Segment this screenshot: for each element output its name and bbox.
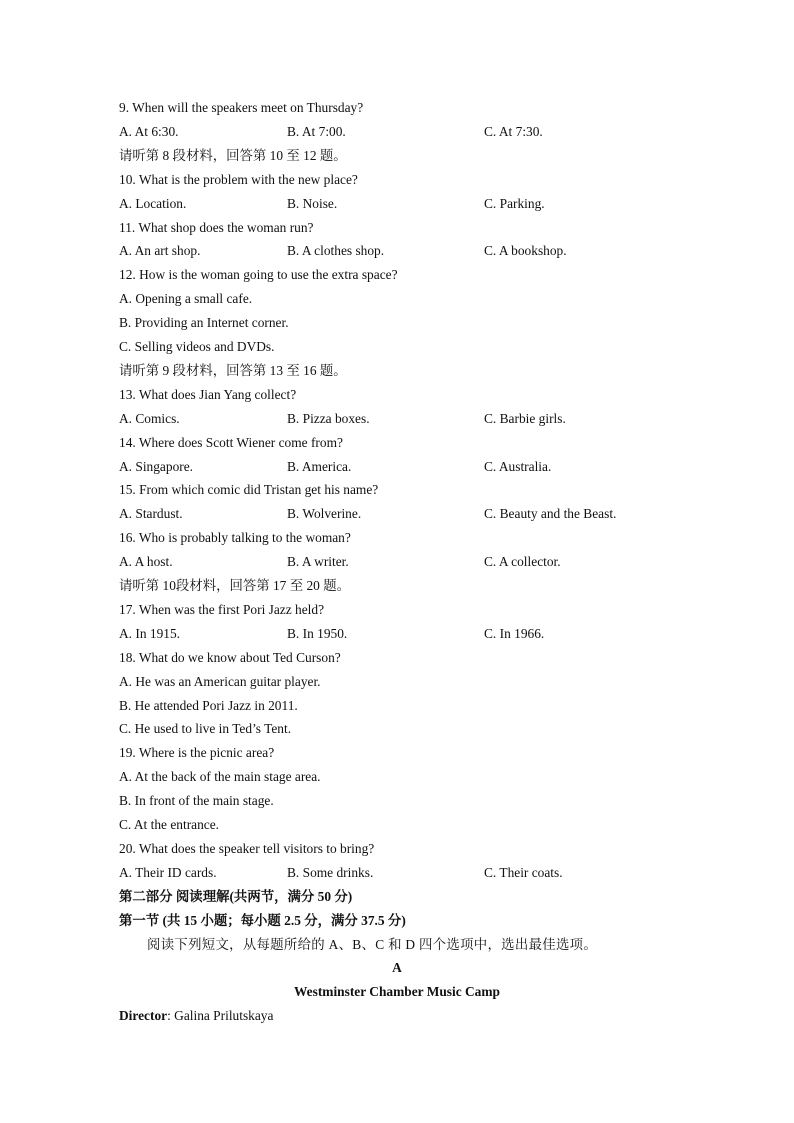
- options-row: [119, 550, 754, 574]
- option-line: A. Opening a small cafe.: [119, 291, 253, 307]
- question-text: 11. What shop does the woman run?: [119, 219, 314, 235]
- options-row: [119, 239, 754, 263]
- options-row: [119, 455, 754, 479]
- option-a: A. Location.: [119, 195, 187, 211]
- option-c: C. At 7:30.: [484, 123, 543, 139]
- option-a: A. An art shop.: [119, 243, 201, 259]
- section-instruction: 请听第 8 段材料，回答第 10 至 12 题。: [119, 147, 347, 163]
- options-row: [119, 861, 754, 885]
- option-a: A. Comics.: [119, 410, 180, 426]
- option-b: B. In 1950.: [287, 625, 348, 641]
- option-c: C. Beauty and the Beast.: [484, 506, 617, 522]
- question-text: 19. Where is the picnic area?: [119, 745, 275, 761]
- option-line: B. Providing an Internet corner.: [119, 315, 289, 331]
- section-heading: 第一节 (共 15 小题；每小题 2.5 分，满分 37.5 分): [119, 912, 406, 928]
- question-text: 13. What does Jian Yang collect?: [119, 386, 297, 402]
- option-b: B. Wolverine.: [287, 506, 362, 522]
- options-row: [119, 622, 754, 646]
- option-c: C. Barbie girls.: [484, 410, 566, 426]
- option-line: A. He was an American guitar player.: [119, 673, 321, 689]
- director-label: Director: [119, 1008, 168, 1024]
- section-instruction: 请听第 9 段材料，回答第 13 至 16 题。: [119, 362, 347, 378]
- instruction-text: 阅读下列短文，从每题所给的 A、B、C 和 D 四个选项中，选出最佳选项。: [147, 936, 598, 952]
- option-line: B. He attended Pori Jazz in 2011.: [119, 697, 298, 713]
- option-a: A. Stardust.: [119, 506, 183, 522]
- option-b: B. Some drinks.: [287, 864, 374, 880]
- option-c: C. Their coats.: [484, 864, 563, 880]
- question-text: 9. When will the speakers meet on Thursday?: [119, 100, 364, 115]
- option-line: C. Selling videos and DVDs.: [119, 339, 275, 354]
- option-b: B. Noise.: [287, 195, 338, 211]
- option-b: B. At 7:00.: [287, 123, 346, 139]
- option-b: B. A writer.: [287, 554, 349, 570]
- option-b: B. Pizza boxes.: [287, 410, 370, 426]
- director-name: : Galina Prilutskaya: [167, 1008, 274, 1024]
- director-line: [119, 1004, 754, 1028]
- question-text: 10. What is the problem with the new place?: [119, 171, 358, 187]
- options-row: [119, 120, 754, 144]
- option-line: C. At the entrance.: [119, 817, 220, 832]
- option-line: C. He used to live in Ted’s Tent.: [119, 721, 292, 737]
- option-c: C. A bookshop.: [484, 243, 567, 259]
- option-a: A. In 1915.: [119, 625, 180, 641]
- option-a: A. Singapore.: [119, 458, 194, 474]
- question-text: 17. When was the first Pori Jazz held?: [119, 601, 325, 617]
- options-row: [119, 502, 754, 526]
- option-a: A. At 6:30.: [119, 123, 179, 139]
- option-b: B. A clothes shop.: [287, 243, 385, 259]
- option-line: B. In front of the main stage.: [119, 793, 274, 809]
- option-c: C. Australia.: [484, 458, 552, 474]
- option-line: A. At the back of the main stage area.: [119, 769, 321, 785]
- question-text: 20. What does the speaker tell visitors to bring?: [119, 840, 375, 856]
- question-text: 18. What do we know about Ted Curson?: [119, 649, 341, 665]
- options-row: [119, 192, 754, 216]
- question-text: 12. How is the woman going to use the extra space?: [119, 267, 398, 283]
- passage-title: A: [392, 960, 402, 976]
- section-instruction: 请听第 10段材料，回答第 17 至 20 题。: [119, 578, 350, 593]
- option-c: C. A collector.: [484, 554, 561, 570]
- option-a: A. A host.: [119, 554, 173, 570]
- options-row: [119, 407, 754, 431]
- option-b: B. America.: [287, 458, 352, 474]
- option-c: C. In 1966.: [484, 625, 545, 641]
- section-heading: 第二部分 阅读理解(共两节，满分 50 分): [119, 888, 353, 904]
- option-a: A. Their ID cards.: [119, 864, 217, 880]
- option-c: C. Parking.: [484, 195, 545, 211]
- question-text: 15. From which comic did Tristan get his name?: [119, 482, 379, 498]
- passage-title: Westminster Chamber Music Camp: [294, 984, 500, 1000]
- question-text: 16. Who is probably talking to the woman?: [119, 530, 351, 546]
- question-text: 14. Where does Scott Wiener come from?: [119, 434, 343, 450]
